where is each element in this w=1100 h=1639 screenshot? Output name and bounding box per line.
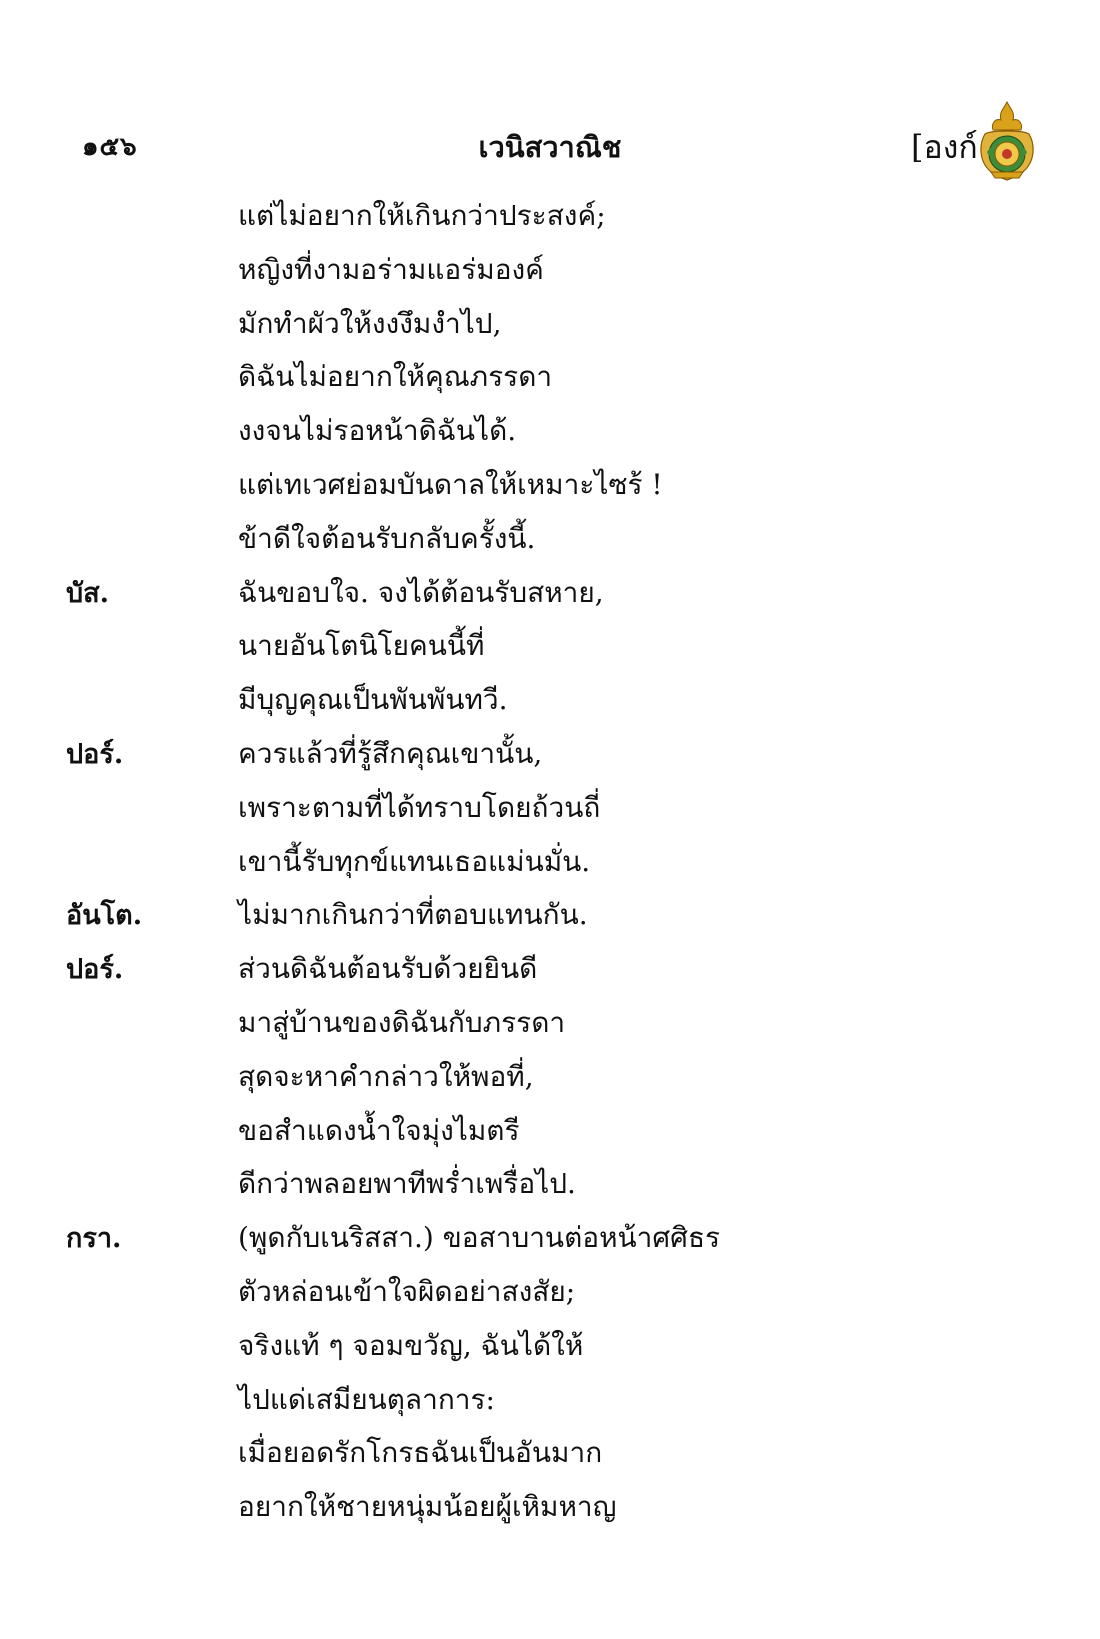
- script-line: [0, 732, 1100, 788]
- verse-text: มาสู่บ้านของดิฉันกับภรรดา: [238, 1006, 566, 1039]
- verse-text: ข้าดีใจต้อนรับกลับครั้งนี้.: [238, 521, 536, 555]
- script-line: [0, 947, 1100, 1003]
- script-line: [0, 248, 1100, 304]
- verse-text: ควรแล้วที่รู้สึกคุณเขานั้น,: [238, 737, 543, 770]
- script-line: [0, 571, 1100, 627]
- verse-text: ฉันขอบใจ. จงได้ต้อนรับสหาย,: [238, 575, 604, 609]
- speaker-name: ปอร์.: [66, 954, 124, 986]
- script-line: [0, 1431, 1100, 1487]
- page-number: ๑๕๖: [82, 132, 138, 162]
- script-line: [0, 678, 1100, 734]
- verse-text: ดิฉันไม่อยากให้คุณภรรดา: [238, 360, 553, 394]
- script-line: [0, 1001, 1100, 1057]
- verse-text: จริงแท้ ๆ จอมขวัญ, ฉันได้ให้: [238, 1328, 584, 1362]
- verse-text: เมื่อยอดรักโกรธฉันเป็นอันมาก: [238, 1436, 603, 1470]
- script-line: [0, 1162, 1100, 1218]
- script-line: [0, 1109, 1100, 1165]
- script-line: [0, 194, 1100, 250]
- script-line: [0, 1270, 1100, 1326]
- speaker-name: อันโต.: [66, 900, 143, 932]
- verse-text: มีบุญคุณเป็นพันพันทวี.: [238, 683, 508, 717]
- script-line: [0, 463, 1100, 519]
- script-line: [0, 1485, 1100, 1541]
- script-line: [0, 355, 1100, 411]
- speaker-name: บัส.: [66, 577, 110, 609]
- verse-text: ไม่มากเกินกว่าที่ตอบแทนกัน.: [238, 898, 588, 932]
- script-line: [0, 1378, 1100, 1434]
- script-line: [0, 624, 1100, 680]
- verse-text: อยากให้ชายหนุ่มน้อยผู้เหิมหาญ: [238, 1490, 617, 1524]
- script-line: [0, 409, 1100, 465]
- script-line: [0, 840, 1100, 896]
- verse-text: ไปแด่เสมียนตุลาการ:: [238, 1382, 495, 1416]
- speaker-name: ปอร์.: [66, 739, 124, 770]
- verse-text: เขานี้รับทุกข์แทนเธอแม่นมั่น.: [238, 844, 591, 878]
- script-line: [0, 1055, 1100, 1111]
- verse-text: หญิงที่งามอร่ามแอร่มองค์: [238, 252, 544, 286]
- verse-text: ตัวหล่อนเข้าใจผิดอย่าสงสัย;: [238, 1275, 576, 1308]
- verse-text: แต่เทเวศย่อมบันดาลให้เหมาะไซร้ !: [238, 468, 663, 501]
- royal-crest-icon: [975, 100, 1039, 182]
- running-title: เวนิสวาณิช: [478, 130, 622, 164]
- speaker-name: กรา.: [66, 1223, 122, 1255]
- script-line: [0, 302, 1100, 358]
- verse-text: แต่ไม่อยากให้เกินกว่าประสงค์;: [238, 199, 606, 232]
- verse-text: ส่วนดิฉันต้อนรับด้วยยินดี: [238, 952, 538, 986]
- script-line: [0, 786, 1100, 842]
- script-line: [0, 1216, 1100, 1272]
- script-line: [0, 517, 1100, 573]
- verse-text: สุดจะหาคำกล่าวให้พอที่,: [238, 1059, 534, 1093]
- script-line: [0, 1324, 1100, 1380]
- verse-text: มักทำผัวให้งงงึมงำไป,: [238, 306, 502, 340]
- verse-text: เพราะตามที่ได้ทราบโดยถ้วนถี่: [238, 790, 601, 824]
- verse-text: ขอสำแดงน้ำใจมุ่งไมตรี: [238, 1113, 520, 1147]
- verse-text: งงจนไม่รอหน้าดิฉันได้.: [238, 414, 517, 448]
- verse-text: ดีกว่าพลอยพาทีพร่ำเพรื่อไป.: [238, 1167, 576, 1201]
- verse-text: (พูดกับเนริสสา.) ขอสาบานต่อหน้าศศิธร: [238, 1221, 721, 1255]
- verse-text: นายอันโตนิโยคนนี้ที่: [238, 629, 485, 663]
- script-line: [0, 893, 1100, 949]
- act-marker: [องก์: [911, 128, 978, 166]
